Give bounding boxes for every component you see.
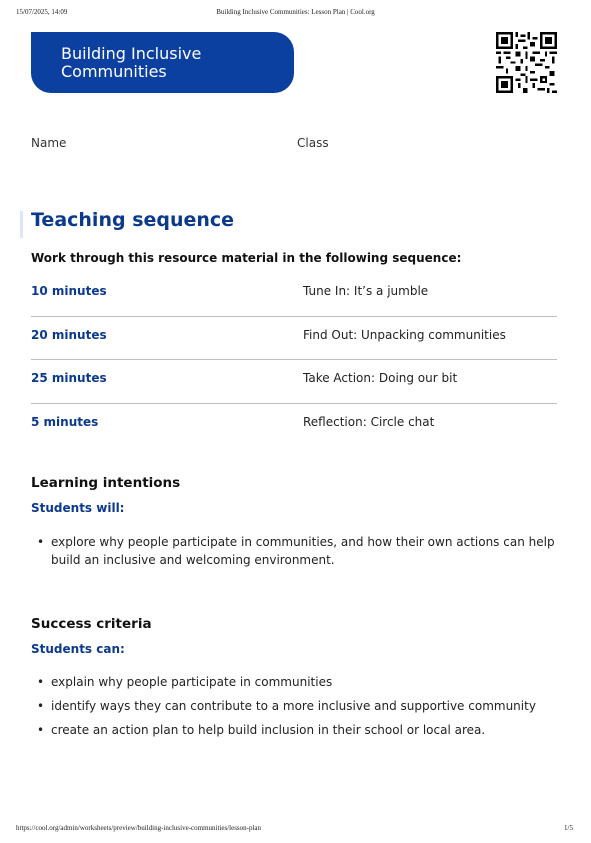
sequence-row [31, 360, 557, 404]
sequence-row [31, 273, 557, 317]
success-criteria-heading: Success criteria [31, 616, 152, 632]
sequence-activity: Take Action: Doing our bit [303, 371, 458, 385]
print-timestamp: 15/07/2025, 14:09 [16, 8, 68, 16]
qr-code-icon [496, 32, 557, 93]
name-field-label: Name [31, 136, 67, 150]
sequence-activity: Tune In: It’s a jumble [303, 284, 429, 298]
list-item: • explore why people participate in communities, and how their own actions can help build an inclusive and welcoming environment. [31, 533, 557, 569]
sequence-row [31, 317, 557, 361]
list-item: • identify ways they can contribute to a more inclusive and supportive community [31, 697, 557, 715]
learning-intentions-list [31, 533, 557, 575]
sequence-intro: Work through this resource material in the following sequence: [31, 251, 462, 265]
footer-url: https://cool.org/admin/worksheets/preview/building-inclusive-communities/lesson-plan [16, 824, 262, 832]
success-criteria-list [31, 673, 557, 745]
list-item: • create an action plan to help build inclusion in their school or local area. [31, 721, 557, 739]
sequence-row [31, 404, 557, 447]
sequence-table [31, 273, 557, 446]
list-item: • explain why people participate in communities [31, 673, 557, 691]
sequence-duration: 5 minutes [31, 414, 99, 429]
success-criteria-subheading: Students can: [31, 642, 125, 656]
title-line-2: Communities [61, 62, 167, 81]
title-banner [31, 32, 294, 93]
sequence-duration: 25 minutes [31, 371, 107, 385]
teaching-sequence-heading: Teaching sequence [31, 209, 235, 231]
title-line-1: Building Inclusive [61, 44, 202, 63]
class-field-label: Class [297, 136, 329, 150]
footer-page-number: 1/5 [564, 824, 573, 832]
learning-intentions-heading: Learning intentions [31, 475, 181, 491]
sequence-duration: 20 minutes [31, 327, 107, 342]
learning-intentions-subheading: Students will: [31, 501, 125, 515]
sequence-activity: Find Out: Unpacking communities [303, 327, 506, 342]
sequence-duration: 10 minutes [31, 284, 107, 298]
print-page-title: Building Inclusive Communities: Lesson Plan | Cool.org [216, 8, 375, 16]
sequence-activity: Reflection: Circle chat [303, 414, 435, 429]
section-accent-bar [20, 211, 23, 238]
